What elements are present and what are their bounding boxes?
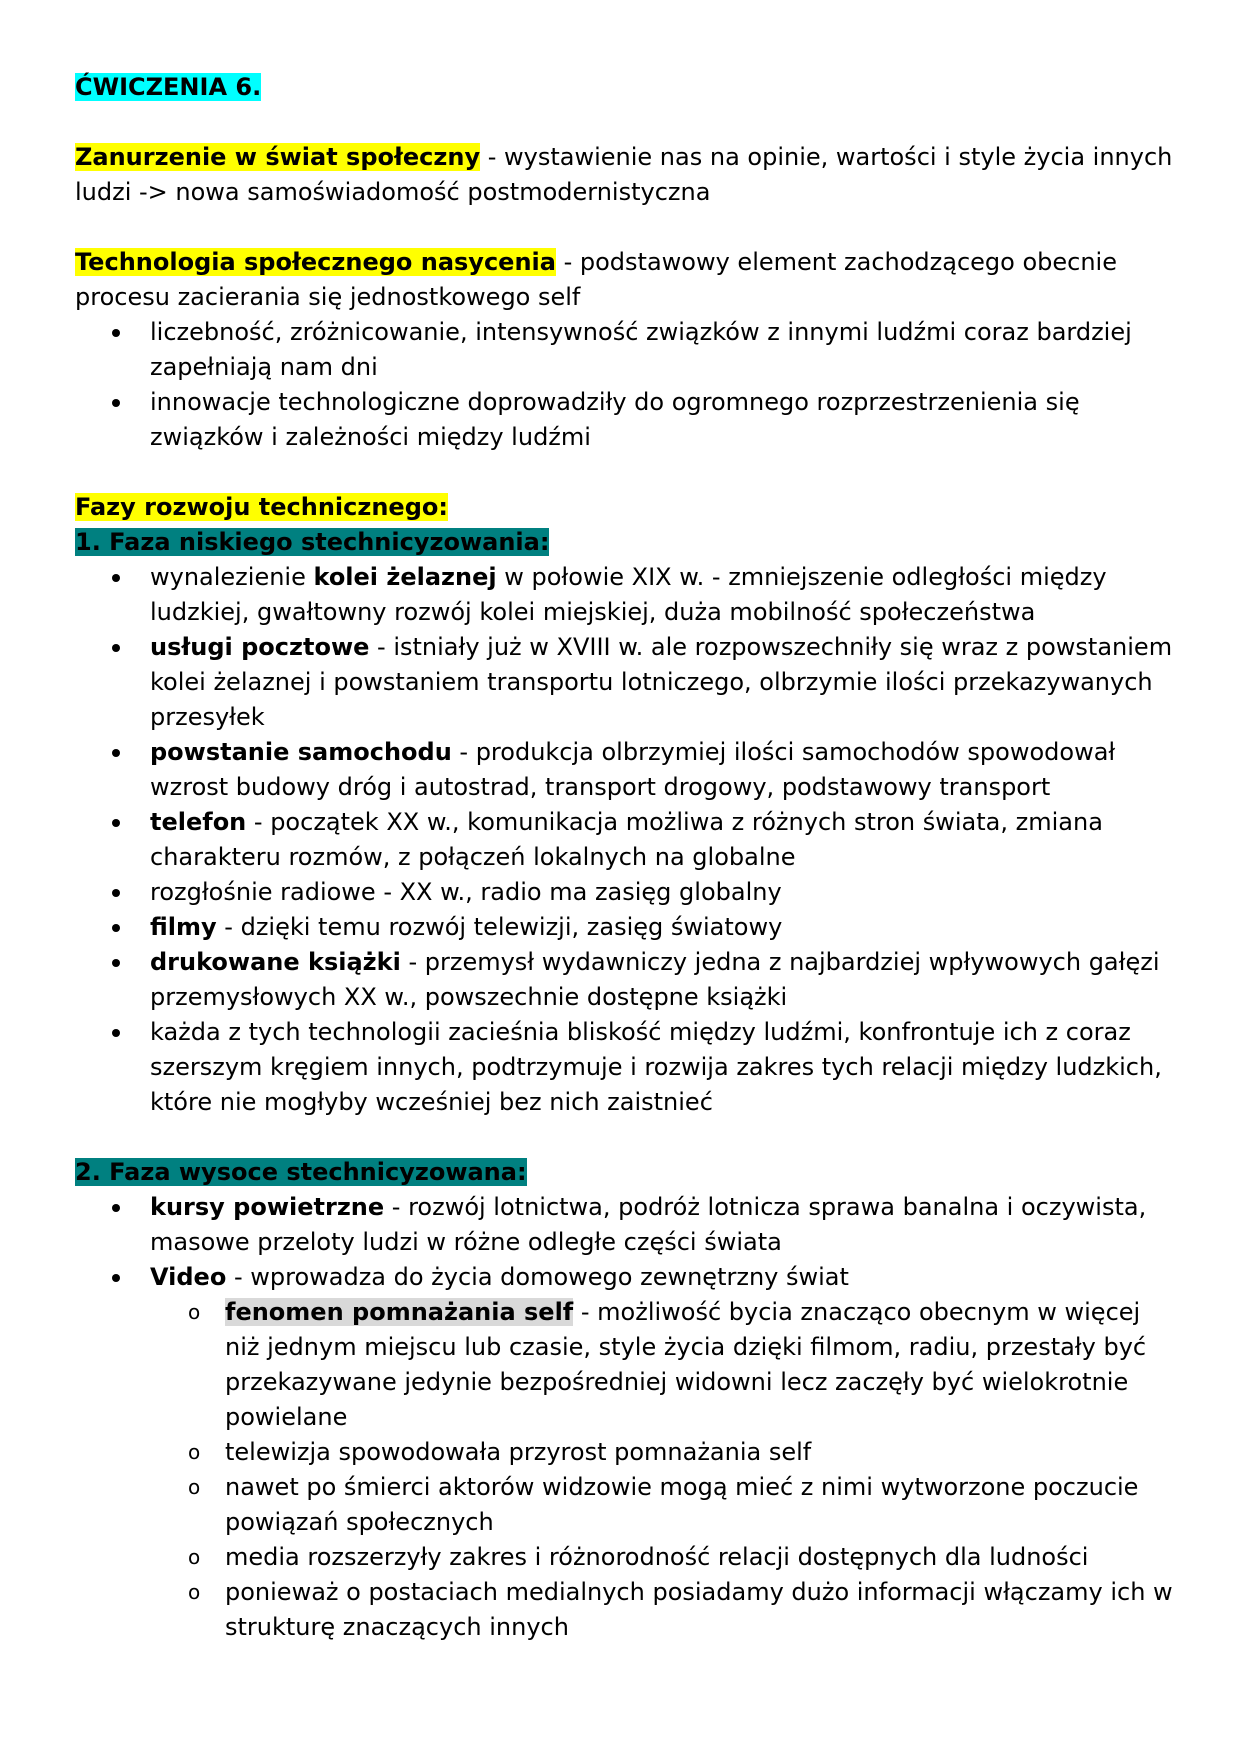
list-item-text: w połowie XIX w. - zmniejszenie odległości między ludzkiej, gwałtowny rozwój kolei miejskiej, duża mobilność społeczeństwa xyxy=(150,563,1107,626)
list-item-text: - rozwój lotnictwa, podróż lotnicza sprawa banalna i oczywista, masowe przeloty ludzi w różne odległe części świata xyxy=(150,1193,1147,1256)
list-item-text: media rozszerzyły zakres i różnorodność relacji dostępnych dla ludności xyxy=(225,1543,1089,1571)
list-item-keyword: drukowane książki xyxy=(150,948,401,976)
list-item-keyword: filmy xyxy=(150,913,217,941)
definition-immersion: - wystawienie nas na opinie, wartości i style życia innych ludzi -> nowa samoświadomość postmodernistyczna xyxy=(75,143,1173,206)
spacer xyxy=(75,455,1175,490)
list-item-keyword: telefon xyxy=(150,808,247,836)
list-item xyxy=(75,945,1175,1015)
list-item xyxy=(75,910,1175,945)
circle-bullet-icon: o xyxy=(188,1580,201,1604)
phase1-heading-text: 1. Faza niskiego stechnicyzowania: xyxy=(75,528,550,556)
list-item xyxy=(75,1260,1175,1295)
title-text: ĆWICZENIA 6. xyxy=(75,73,262,101)
list-item-text: rozgłośnie radiowe - XX w., radio ma zasięg globalny xyxy=(150,878,782,906)
list-item-text: innowacje technologiczne doprowadziły do ogromnego rozprzestrzenienia się związków i zależności między ludźmi xyxy=(150,388,1080,451)
phase1-heading xyxy=(75,525,1175,560)
document-page xyxy=(75,70,1175,1645)
list-item-text: wynalezienie xyxy=(150,563,314,591)
list-item xyxy=(75,875,1175,910)
list-item-text: - istniały już w XVIII w. ale rozpowszechniły się wraz z powstaniem kolei żelaznej i powstaniem transportu lotniczego, olbrzymie ilości przekazywanych przesyłek xyxy=(150,633,1173,731)
phases-heading xyxy=(75,490,1175,525)
saturation-list xyxy=(75,315,1175,455)
list-item-keyword: powstanie samochodu xyxy=(150,738,452,766)
list-item-text: - początek XX w., komunikacja możliwa z różnych stron świata, zmiana charakteru rozmów, z połączeń lokalnych na globalne xyxy=(150,808,1103,871)
list-item-text: ponieważ o postaciach medialnych posiadamy dużo informacji włączamy ich w strukturę znaczących innych xyxy=(225,1578,1173,1641)
definition-saturation: - podstawowy element zachodzącego obecnie procesu zacierania się jednostkowego self xyxy=(75,248,1117,311)
list-item xyxy=(75,1190,1175,1260)
sub-list-item xyxy=(75,1540,1175,1575)
list-item-keyword: fenomen pomnażania self xyxy=(225,1298,574,1326)
list-item-text: - przemysł wydawniczy jedna z najbardziej wpływowych gałęzi przemysłowych XX w., powszechnie dostępne książki xyxy=(150,948,1160,1011)
circle-bullet-icon: o xyxy=(188,1545,201,1569)
circle-bullet-icon: o xyxy=(188,1440,201,1464)
list-item xyxy=(75,560,1175,630)
list-item-text: - produkcja olbrzymiej ilości samochodów spowodował wzrost budowy dróg i autostrad, transport drogowy, podstawowy transport xyxy=(150,738,1116,801)
circle-bullet-icon: o xyxy=(188,1300,201,1324)
spacer xyxy=(75,1120,1175,1155)
list-item-text: nawet po śmierci aktorów widzowie mogą mieć z nimi wytworzone poczucie powiązań społecznych xyxy=(225,1473,1139,1536)
list-item xyxy=(75,385,1175,455)
sub-list-item xyxy=(75,1575,1175,1645)
list-item xyxy=(75,630,1175,735)
sub-list-item xyxy=(75,1435,1175,1470)
phase2-list xyxy=(75,1190,1175,1295)
term-saturation: Technologia społecznego nasycenia xyxy=(75,248,556,276)
list-item-keyword: Video xyxy=(150,1263,227,1291)
list-item-text: - dzięki temu rozwój telewizji, zasięg światowy xyxy=(216,913,783,941)
phase2-heading-text: 2. Faza wysoce stechnicyzowana: xyxy=(75,1158,527,1186)
list-item xyxy=(75,315,1175,385)
list-item-text: liczebność, zróżnicowanie, intensywność związków z innymi ludźmi coraz bardziej zapełniają nam dni xyxy=(150,318,1132,381)
phases-heading-text: Fazy rozwoju technicznego: xyxy=(75,493,448,521)
sub-list-item xyxy=(75,1295,1175,1435)
list-item-text: - wprowadza do życia domowego zewnętrzny świat xyxy=(226,1263,849,1291)
phase2-heading xyxy=(75,1155,1175,1190)
spacer xyxy=(75,210,1175,245)
list-item xyxy=(75,805,1175,875)
spacer xyxy=(75,105,1175,140)
circle-bullet-icon: o xyxy=(188,1475,201,1499)
list-item-keyword: usługi pocztowe xyxy=(150,633,370,661)
page-title xyxy=(75,70,1175,105)
phase1-list xyxy=(75,560,1175,1120)
list-item-text: - możliwość bycia znacząco obecnym w więcej niż jednym miejscu lub czasie, style życia dzięki filmom, radiu, przestały być przekazywane jedynie bezpośredniej widowni lecz zaczęły być wielokrotnie powielane xyxy=(225,1298,1147,1431)
paragraph-saturation xyxy=(75,245,1175,315)
list-item xyxy=(75,1015,1175,1120)
list-item-keyword: kolei żelaznej xyxy=(313,563,497,591)
list-item-text: każda z tych technologii zacieśnia bliskość między ludźmi, konfrontuje ich z coraz szerszym kręgiem innych, podtrzymuje i rozwija zakres tych relacji między ludzkich, które nie mogłyby wcześniej bez nich zaistnieć xyxy=(150,1018,1162,1116)
list-item-keyword: kursy powietrzne xyxy=(150,1193,385,1221)
list-item-text: telewizja spowodowała przyrost pomnażania self xyxy=(225,1438,812,1466)
video-sublist xyxy=(75,1295,1175,1645)
paragraph-immersion xyxy=(75,140,1175,210)
sub-list-item xyxy=(75,1470,1175,1540)
term-immersion: Zanurzenie w świat społeczny xyxy=(75,143,481,171)
list-item xyxy=(75,735,1175,805)
